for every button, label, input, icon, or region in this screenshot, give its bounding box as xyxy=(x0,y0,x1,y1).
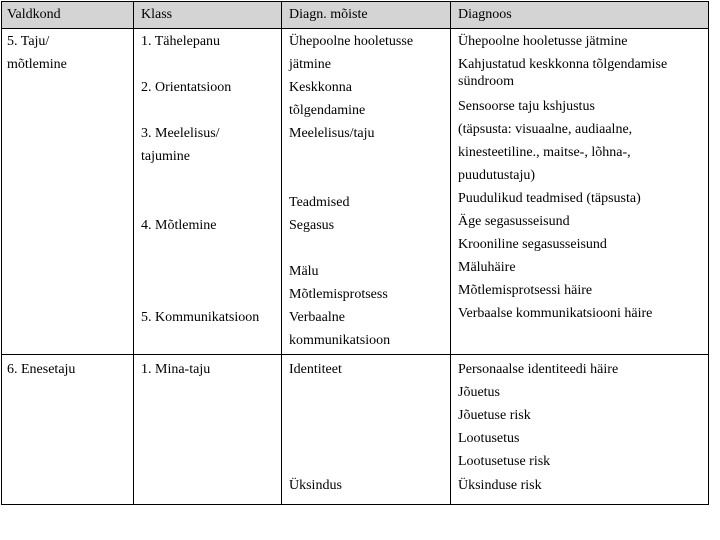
header-valdkond: Valdkond xyxy=(7,7,61,22)
row1-moiste-line: jätmine xyxy=(289,57,331,72)
row1-moiste-line: Keskkonna xyxy=(289,80,352,95)
row1-klass-1: 1. Tähelepanu xyxy=(141,34,221,49)
row1-moiste-line: Verbaalne xyxy=(289,310,345,325)
row1-moiste-line: Ühepoolne hooletusse xyxy=(289,34,414,49)
column-divider xyxy=(450,2,451,504)
header-klass: Klass xyxy=(141,7,173,22)
header-divider xyxy=(2,28,708,29)
row2-diagnoos-line: Lootusetus xyxy=(458,431,520,446)
row1-diagnoos-line: (täpsusta: visuaalne, audiaalne, xyxy=(458,122,633,137)
row2-diagnoos-line: Jõuetus xyxy=(458,385,500,400)
row-divider xyxy=(2,354,708,355)
row2-moiste-line: Identiteet xyxy=(289,362,342,377)
row1-moiste-line: Mõtlemisprotsess xyxy=(289,287,388,302)
column-divider xyxy=(281,2,282,504)
row2-diagnoos-line: Jõuetuse risk xyxy=(458,408,531,423)
column-divider xyxy=(133,2,134,504)
header-diagnoos: Diagnoos xyxy=(458,7,512,22)
row1-diagnoos-line: Kahjustatud keskkonna tõlgendamise xyxy=(458,57,668,72)
row1-klass-3-line1: 3. Meelelisus/ xyxy=(141,126,220,141)
row1-valdkond-line1: 5. Taju/ xyxy=(7,34,50,49)
row1-diagnoos-line: Verbaalse kommunikatsiooni häire xyxy=(458,306,653,321)
row2-diagnoos-line: Üksinduse risk xyxy=(458,478,542,493)
row1-diagnoos-line: kinesteetiline., maitse-, lõhna-, xyxy=(458,145,631,160)
row1-diagnoos-line: Puudulikud teadmised (täpsusta) xyxy=(458,191,641,206)
nursing-diagnosis-table xyxy=(1,1,709,505)
row2-klass: 1. Mina-taju xyxy=(141,362,211,377)
row1-diagnoos-line: puudutustaju) xyxy=(458,168,535,183)
row2-valdkond: 6. Enesetaju xyxy=(7,362,76,377)
row1-diagnoos-line: Ühepoolne hooletusse jätmine xyxy=(458,34,628,49)
row1-moiste-line: kommunikatsioon xyxy=(289,333,391,348)
row1-klass-3-line2: tajumine xyxy=(141,149,190,164)
row1-moiste-line: Segasus xyxy=(289,218,335,233)
header-diagn-moiste: Diagn. mõiste xyxy=(289,7,368,22)
row1-moiste-line: Meelelisus/taju xyxy=(289,126,375,141)
row1-klass-4: 4. Mõtlemine xyxy=(141,218,217,233)
row1-klass-2: 2. Orientatsioon xyxy=(141,80,232,95)
row1-moiste-line: Teadmised xyxy=(289,195,350,210)
row1-klass-5: 5. Kommunikatsioon xyxy=(141,310,260,325)
row2-diagnoos-line: Personaalse identiteedi häire xyxy=(458,362,619,377)
row1-moiste-line: Mälu xyxy=(289,264,319,279)
row1-moiste-line: tõlgendamine xyxy=(289,103,366,118)
row1-diagnoos-line: Äge segasusseisund xyxy=(458,214,570,229)
row1-diagnoos-line: Sensoorse taju kshjustus xyxy=(458,99,595,114)
row1-valdkond-line2: mõtlemine xyxy=(7,57,67,72)
row1-diagnoos-line: sündroom xyxy=(458,74,514,89)
row1-diagnoos-line: Krooniline segasusseisund xyxy=(458,237,607,252)
row2-moiste-line: Üksindus xyxy=(289,478,342,493)
row2-diagnoos-line: Lootusetuse risk xyxy=(458,454,551,469)
row1-diagnoos-line: Mäluhäire xyxy=(458,260,516,275)
row1-diagnoos-line: Mõtlemisprotsessi häire xyxy=(458,283,593,298)
